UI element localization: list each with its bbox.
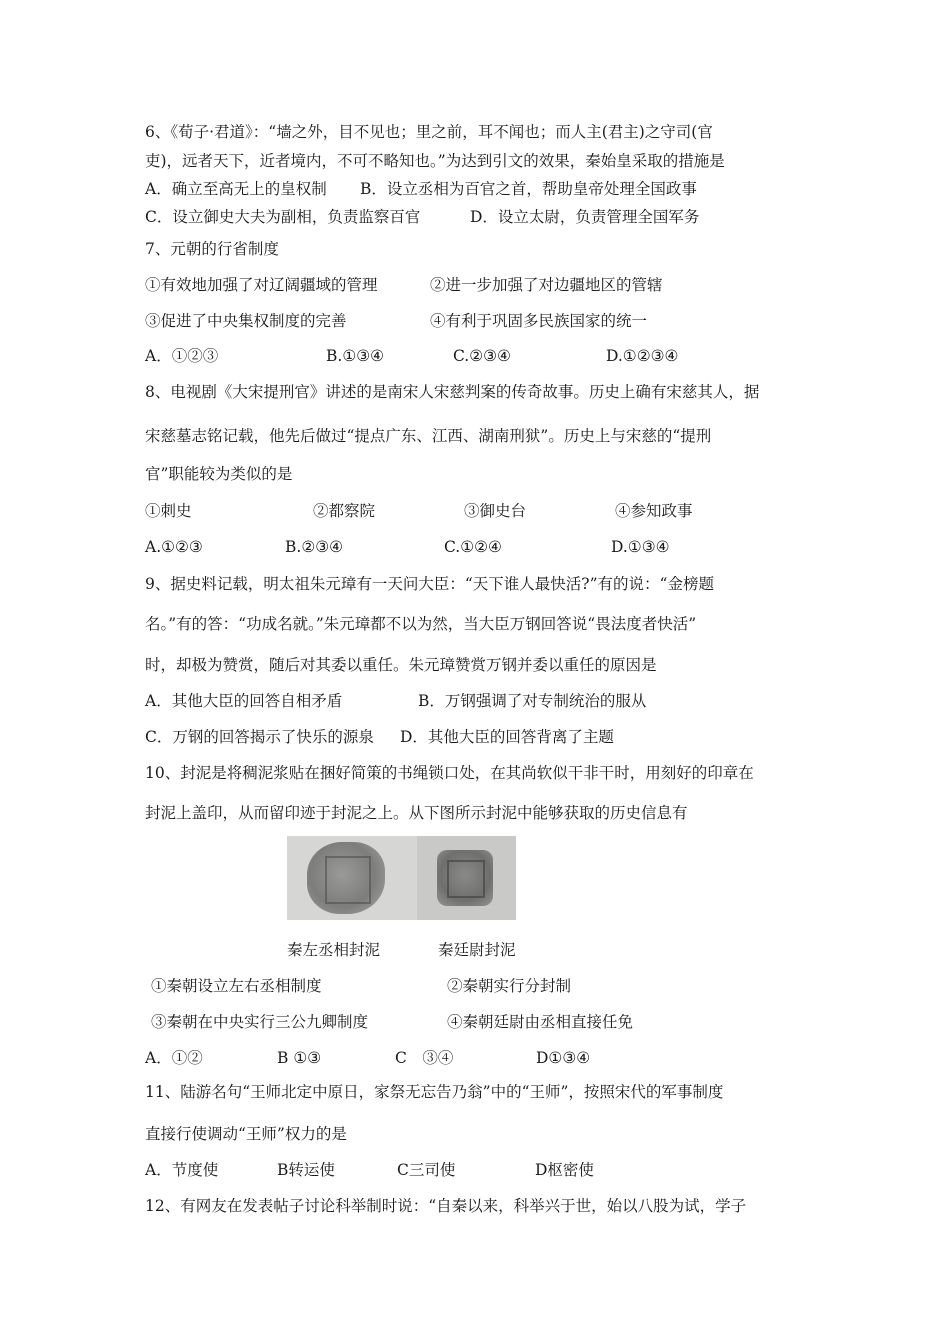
q7-option-b: B.①③④: [326, 347, 385, 365]
q10-option-d: D①③④: [536, 1049, 591, 1067]
q10-item-3: ③秦朝在中央实行三公九卿制度: [151, 1013, 369, 1031]
q9-option-c: C．万钢的回答揭示了快乐的源泉: [145, 728, 374, 746]
q8-option-d: D.①③④: [611, 538, 670, 556]
q7-option-c: C.②③④: [453, 347, 511, 365]
q10-caption-left: 秦左丞相封泥: [287, 941, 381, 959]
q7-option-a: A．①②③: [145, 347, 219, 365]
q7-item-2: ②进一步加强了对边疆地区的管辖: [430, 276, 663, 294]
q8-option-b: B.②③④: [285, 538, 344, 556]
q11-option-d: D枢密使: [535, 1161, 594, 1179]
q7-item-3: ③促进了中央集权制度的完善: [145, 312, 347, 330]
q7-item-4: ④有利于巩固多民族国家的统一: [430, 312, 648, 330]
q11-stem-line1: 11、陆游名句“王师北定中原日，家祭无忘告乃翁”中的“王师”，按照宋代的军事制度: [145, 1083, 724, 1101]
q11-option-a: A．节度使: [145, 1161, 219, 1179]
q8-option-c: C.①②④: [444, 538, 502, 556]
qin-tingwei-seal: [437, 850, 493, 906]
q10-item-4: ④秦朝廷尉由丞相直接任免: [447, 1013, 634, 1031]
q8-item-3: ③御史台: [464, 502, 527, 520]
q8-item-4: ④参知政事: [615, 502, 693, 520]
q8-stem-line1: 8、电视剧《大宋提刑官》讲述的是南宋人宋慈判案的传奇故事。历史上确有宋慈其人，据: [145, 383, 760, 401]
q8-item-2: ②都察院: [313, 502, 376, 520]
q9-stem-line3: 时，却极为赞赏，随后对其委以重任。朱元璋赞赏万钢并委以重任的原因是: [145, 656, 657, 674]
q7-item-1: ①有效地加强了对辽阔疆域的管理: [145, 276, 378, 294]
clay-seal-photo: [287, 836, 516, 920]
q6-stem-line1: 6、《荀子·君道》：“墙之外，目不见也；里之前，耳不闻也；而人主(君主)之守司(官: [145, 123, 713, 141]
q9-option-a: A．其他大臣的回答自相矛盾: [145, 692, 343, 710]
q10-item-2: ②秦朝实行分封制: [447, 977, 572, 995]
q7-option-d: D.①②③④: [606, 347, 679, 365]
q6-option-b: B．设立丞相为百官之首，帮助皇帝处理全国政事: [360, 180, 697, 198]
q9-stem-line1: 9、据史料记载，明太祖朱元璋有一天问大臣：“天下谁人最快活?”有的说：“金榜题: [145, 575, 714, 593]
q10-option-b: B ①③: [277, 1049, 322, 1067]
q11-option-c: C三司使: [397, 1161, 456, 1179]
q6-option-a: A．确立至高无上的皇权制: [145, 180, 327, 198]
q10-option-a: A．①②: [145, 1049, 203, 1067]
q10-option-c: C ③④: [395, 1049, 454, 1067]
q10-stem-line1: 10、封泥是将稠泥浆贴在捆好简策的书绳锁口处，在其尚软似干非干时，用刻好的印章在: [145, 764, 754, 782]
q9-option-d: D．其他大臣的回答背离了主题: [400, 728, 614, 746]
q8-option-a: A.①②③: [145, 538, 203, 556]
q9-option-b: B．万钢强调了对专制统治的服从: [418, 692, 647, 710]
q12-stem-line1: 12、有网友在发表帖子讨论科举制时说：“自秦以来，科举兴于世，始以八股为试，学子: [145, 1197, 747, 1215]
q10-stem-line2: 封泥上盖印，从而留印迹于封泥之上。从下图所示封泥中能够获取的历史信息有: [145, 804, 688, 822]
q9-stem-line2: 名。”有的答：“功成名就。”朱元璋都不以为然，当大臣万钢回答说“畏法度者快活”: [145, 615, 697, 633]
q11-option-b: B转运使: [277, 1161, 335, 1179]
q11-stem-line2: 直接行使调动“王师”权力的是: [145, 1125, 347, 1143]
q6-option-c: C．设立御史大夫为副相，负责监察百官: [145, 208, 421, 226]
q6-stem-line2: 吏)，远者天下，近者境内，不可不略知也。”为达到引文的效果，秦始皇采取的措施是: [145, 152, 725, 170]
q8-item-1: ①刺史: [145, 502, 192, 520]
qin-left-chancellor-seal: [307, 842, 385, 914]
q10-caption-right: 秦廷尉封泥: [438, 941, 516, 959]
q7-stem: 7、元朝的行省制度: [145, 240, 279, 258]
q10-item-1: ①秦朝设立左右丞相制度: [151, 977, 322, 995]
q8-stem-line3: 官”职能较为类似的是: [145, 465, 293, 483]
q8-stem-line2: 宋慈墓志铭记载，他先后做过“提点广东、江西、湖南刑狱”。历史上与宋慈的“提刑: [145, 427, 712, 445]
q6-option-d: D．设立太尉，负责管理全国军务: [470, 208, 700, 226]
